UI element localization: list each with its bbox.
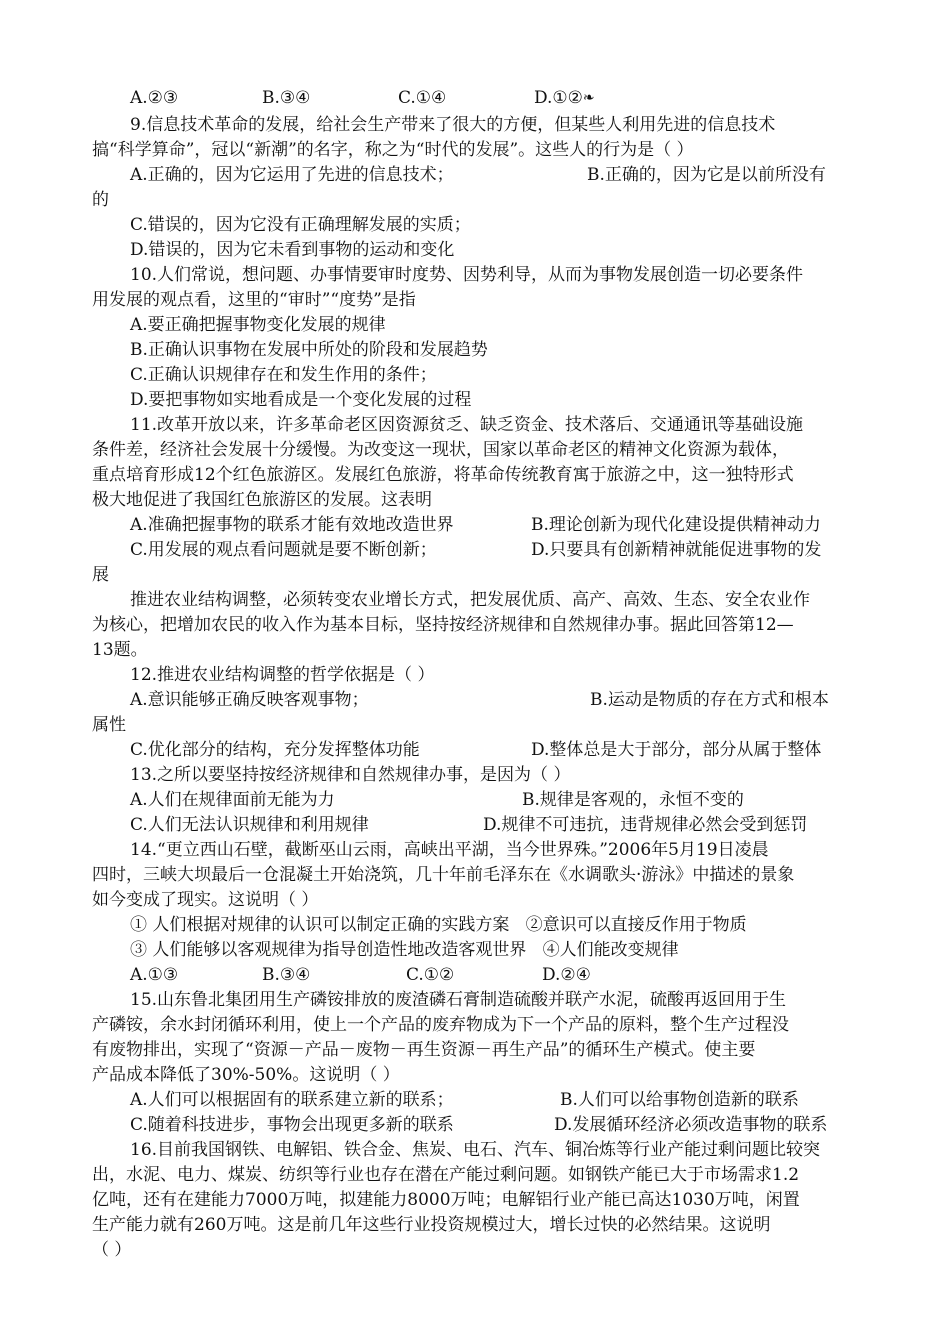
q8-option-d: D.①② [534,88,583,108]
text-line: 的 [92,190,109,210]
q14-options [130,963,591,987]
text-line: 13.之所以要坚持按经济规律和自然规律办事，是因为（ ） [130,765,571,785]
text-line: C.正确认识规律存在和发生作用的条件； [130,365,437,385]
text-line: 11.改革开放以来，许多革命老区因资源贫乏、缺乏资金、技术落后、交通通讯等基础设施 [130,415,804,435]
text-line: 9.信息技术革命的发展，给社会生产带来了很大的方便，但某些人利用先进的信息技术 [130,115,776,135]
text-line: B.人们可以给事物创造新的联系 [560,1090,799,1110]
q14-option-d: D.②④ [542,965,591,985]
text-line: 16.目前我国钢铁、电解铝、铁合金、焦炭、电石、汽车、铜冶炼等行业产能过剩问题比较突 [130,1140,821,1160]
q8-options [130,86,595,110]
text-line: A.人们可以根据固有的联系建立新的联系； [130,1090,454,1110]
text-line: B.正确认识事物在发展中所处的阶段和发展趋势 [130,340,488,360]
q8-option-a: A.②③ [130,88,179,108]
text-line: A.要正确把握事物变化发展的规律 [130,315,386,335]
text-line: B.理论创新为现代化建设提供精神动力 [531,515,821,535]
text-line: ① 人们根据对规律的认识可以制定正确的实践方案 ②意识可以直接反作用于物质 [130,915,747,935]
text-line: A.意识能够正确反映客观事物； [130,690,369,710]
text-line: 生产能力就有260万吨。这是前几年这些行业投资规模过大，增长过快的必然结果。这说明 [92,1215,771,1235]
text-line: 属性 [92,715,126,735]
text-line: ③ 人们能够以客观规律为指导创造性地改造客观世界 ④人们能改变规律 [130,940,679,960]
q8-option-c: C.①④ [398,88,447,108]
q14-option-c: C.①② [406,965,455,985]
text-line: D.要把事物如实地看成是一个变化发展的过程 [130,390,472,410]
text-line: C.错误的，因为它没有正确理解发展的实质； [130,215,471,235]
text-line: D.错误的，因为它未看到事物的运动和变化 [130,240,455,260]
text-line: （ ） [92,1240,132,1260]
text-line: A.正确的，因为它运用了先进的信息技术； [130,165,454,185]
text-line: 12.推进农业结构调整的哲学依据是（ ） [130,665,435,685]
text-line: 展 [92,565,109,585]
text-line: A.准确把握事物的联系才能有效地改造世界 [130,515,454,535]
text-line: D.发展循环经济必须改造事物的联系 [554,1115,828,1135]
text-line: 产品成本降低了30%-50%。这说明（ ） [92,1065,400,1085]
text-line: C.人们无法认识规律和利用规律 [130,815,369,835]
text-line: 15.山东鲁北集团用生产磷铵排放的废渣磷石膏制造硫酸并联产水泥，硫酸再返回用于生 [130,990,787,1010]
text-line: 搞“科学算命”，冠以“新潮”的名字，称之为“时代的发展”。这些人的行为是（ ） [92,140,694,160]
text-line: 如今变成了现实。这说明（ ） [92,890,319,910]
text-line: C.用发展的观点看问题就是要不断创新； [130,540,437,560]
swirl-mark-icon: ❧ [582,90,595,106]
q8-option-b: B.③④ [262,88,311,108]
text-line: 条件差，经济社会发展十分缓慢。为改变这一现状，国家以革命老区的精神文化资源为载体， [92,440,789,460]
text-line: 重点培育形成12个红色旅游区。发展红色旅游，将革命传统教育寓于旅游之中，这一独特形式 [92,465,794,485]
text-line: C.优化部分的结构，充分发挥整体功能 [130,740,420,760]
q14-option-b: B.③④ [262,965,311,985]
text-line: B.规律是客观的，永恒不变的 [522,790,744,810]
text-line: B.正确的，因为它是以前所没有 [587,165,826,185]
text-line: 推进农业结构调整，必须转变农业增长方式，把发展优质、高产、高效、生态、安全农业作 [130,590,810,610]
text-line: 有废物排出，实现了“资源－产品－废物－再生资源－再生产品”的循环生产模式。使主要 [92,1040,756,1060]
text-line: 用发展的观点看，这里的“审时”“度势”是指 [92,290,416,310]
text-line: D.整体总是大于部分，部分从属于整体 [531,740,822,760]
text-line: 四时，三峡大坝最后一仓混凝土开始浇筑，几十年前毛泽东在《水调歌头·游泳》中描述的景象 [92,865,795,885]
q14-option-a: A.①③ [130,965,179,985]
text-line: 亿吨，还有在建能力7000万吨，拟建能力8000万吨；电解铝行业产能已高达1030万吨，闲置 [92,1190,800,1210]
text-line: 极大地促进了我国红色旅游区的发展。这表明 [92,490,432,510]
text-line: D.只要具有创新精神就能促进事物的发 [531,540,822,560]
text-line: 13题。 [92,640,148,660]
text-line: 10.人们常说，想问题、办事情要审时度势、因势利导，从而为事物发展创造一切必要条件 [130,265,804,285]
text-line: 出，水泥、电力、煤炭、纺织等行业也存在潜在产能过剩问题。如钢铁产能已大于市场需求1.2 [92,1165,800,1185]
text-line: 产磷铵，余水封闭循环利用，使上一个产品的废弃物成为下一个产品的原料，整个生产过程没 [92,1015,789,1035]
text-line: D.规律不可违抗，违背规律必然会受到惩罚 [483,815,808,835]
text-line: 为核心，把增加农民的收入作为基本目标，坚持按经济规律和自然规律办事。据此回答第12— [92,615,794,635]
text-line: 14.“更立西山石壁，截断巫山云雨，高峡出平湖，当今世界殊。”2006年5月19日凌晨 [130,840,769,860]
text-line: C.随着科技进步，事物会出现更多新的联系 [130,1115,454,1135]
text-line: A.人们在规律面前无能为力 [130,790,335,810]
text-line: B.运动是物质的存在方式和根本 [590,690,829,710]
